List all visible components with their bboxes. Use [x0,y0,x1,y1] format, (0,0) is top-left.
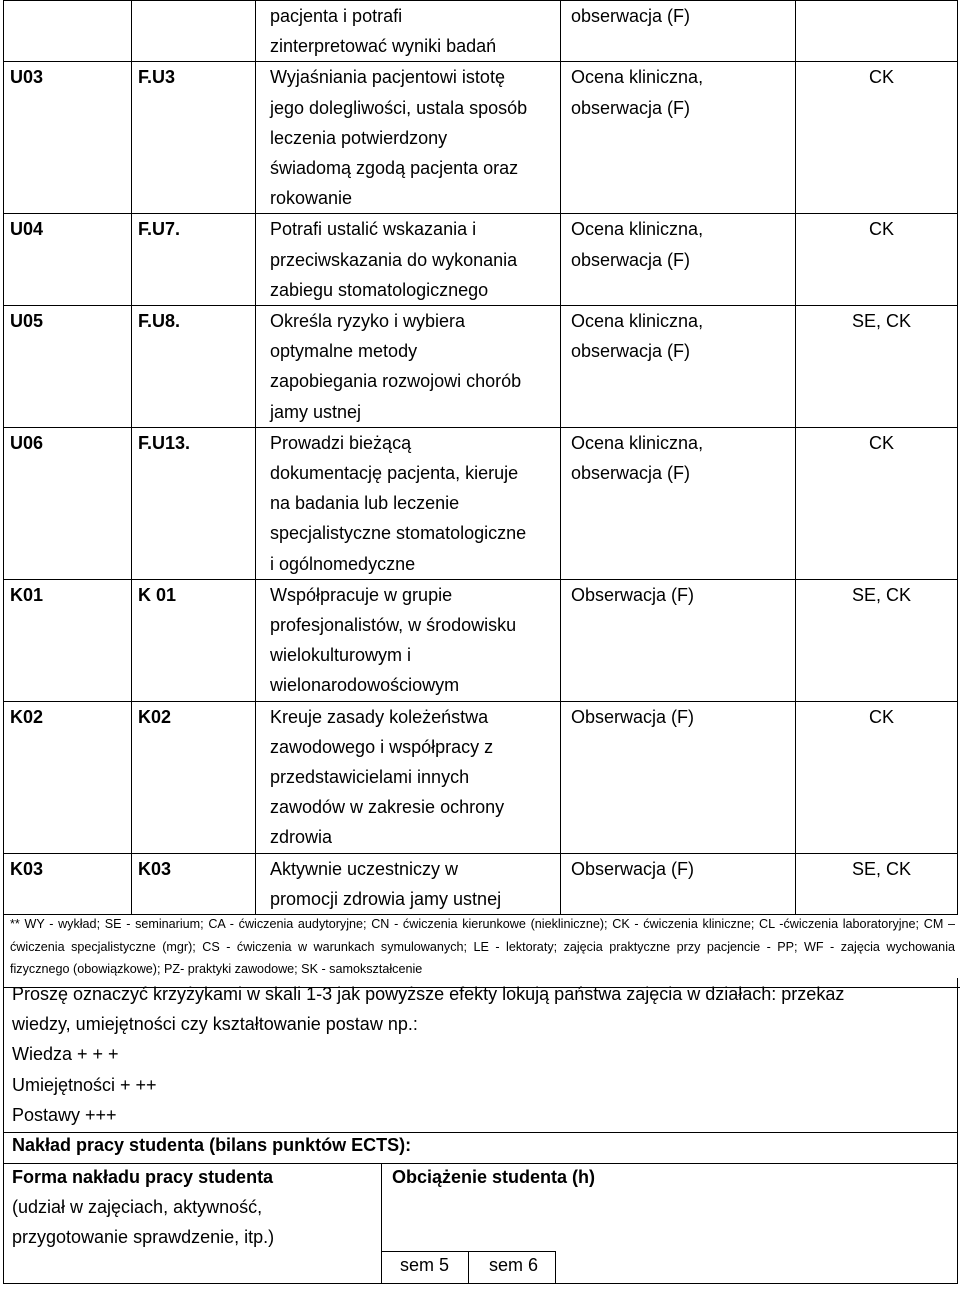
description-line: przedstawicielami innych [270,767,470,788]
description-line: Potrafi ustalić wskazania i [270,219,477,240]
description-line: specjalistyczne stomatologiczne [270,523,527,544]
description-line: zawodowego i współpracy z [270,736,494,757]
description-line: rokowanie [270,188,353,209]
description-line: zinterpretować wyniki badań [270,36,497,57]
divider [4,1163,957,1164]
description-line: zapobiegania rozwojowi chorób [270,371,522,392]
verification-method [561,853,796,914]
class-form: CK [796,214,958,306]
column-divider [381,1163,382,1284]
description-line: zabiegu stomatologicznego [270,279,489,300]
verification-method [561,579,796,701]
outcome-description [256,214,561,306]
outcome-code: U05 [4,306,132,428]
outcome-reference: K 01 [132,579,256,701]
outcome-reference: K02 [132,701,256,853]
method-line: Ocena kliniczna, [571,432,704,453]
description-line: promocji zdrowia jamy ustnej [270,888,502,909]
survey-question-line-1: Proszę oznaczyć krzyżykami w skali 1-3 jak powyższe efekty lokują państwa zajęcia w działach: przekaz [12,984,845,1004]
outcome-description [256,1,561,62]
survey-wiedza: Wiedza + + + [12,1044,119,1064]
learning-outcomes-table [3,0,958,915]
class-form: SE, CK [796,853,958,914]
survey-and-workload-box [3,978,958,1284]
table-row [4,306,958,428]
verification-method [561,701,796,853]
class-form [796,1,958,62]
divider [4,1132,957,1133]
method-line: Ocena kliniczna, [571,67,704,88]
description-line: optymalne metody [270,341,418,362]
method-line: obserwacja (F) [571,463,691,484]
table-row [4,853,958,914]
class-form: CK [796,427,958,579]
class-form: CK [796,701,958,853]
method-line: Ocena kliniczna, [571,311,704,332]
description-line: i ogólnomedyczne [270,553,416,574]
description-line: na badania lub leczenie [270,493,460,514]
table-row [4,214,958,306]
class-form: CK [796,62,958,214]
survey-umiejetnosci: Umiejętności + ++ [12,1075,157,1095]
outcome-reference: F.U8. [132,306,256,428]
outcome-code: K01 [4,579,132,701]
method-line: obserwacja (F) [571,6,691,26]
outcome-description [256,62,561,214]
table-row [4,62,958,214]
description-line: Współpracuje w grupie [270,584,453,605]
outcome-reference: F.U3 [132,62,256,214]
outcome-reference: F.U7. [132,214,256,306]
method-line: obserwacja (F) [571,97,691,118]
survey-question-line-2: wiedzy, umiejętności czy kształtowanie postaw np.: [12,1014,418,1034]
method-line: obserwacja (F) [571,341,691,362]
method-line: Obserwacja (F) [571,584,695,605]
verification-method [561,62,796,214]
description-line: profesjonalistów, w środowisku [270,615,517,636]
workload-form-sub-1: (udział w zajęciach, aktywność, [12,1197,263,1217]
description-line: Aktywnie uczestniczy w [270,858,459,879]
description-line: leczenia potwierdzony [270,127,448,148]
workload-form-header: Forma nakładu pracy studenta [12,1167,274,1187]
description-line: Określa ryzyko i wybiera [270,311,466,332]
outcome-code: U04 [4,214,132,306]
outcome-code: U03 [4,62,132,214]
method-line: Obserwacja (F) [571,858,695,879]
table-row [4,579,958,701]
sem6-header: sem 6 [489,1255,539,1275]
outcome-code: K03 [4,853,132,914]
outcome-description [256,579,561,701]
method-line: obserwacja (F) [571,249,691,270]
table-row [4,427,958,579]
method-line: Ocena kliniczna, [571,219,704,240]
sem5-header: sem 5 [400,1255,450,1275]
description-line: pacjenta i potrafi [270,6,403,26]
survey-postawy: Postawy +++ [12,1105,117,1125]
sem-column-divider [555,1251,556,1284]
outcome-code: K02 [4,701,132,853]
outcome-code: U06 [4,427,132,579]
description-line: przeciwskazania do wykonania [270,249,518,270]
class-form: SE, CK [796,306,958,428]
outcome-reference: F.U13. [132,427,256,579]
method-line: Obserwacja (F) [571,706,695,727]
description-line: Prowadzi bieżącą [270,432,412,453]
outcome-code [4,1,132,62]
verification-method [561,1,796,62]
outcome-reference: K03 [132,853,256,914]
outcome-description [256,701,561,853]
outcome-description [256,306,561,428]
table-row [4,701,958,853]
outcome-description [256,427,561,579]
description-line: jamy ustnej [270,401,362,422]
footnote-abbreviations: ** WY - wykład; SE - seminarium; CA - ćwiczenia audytoryjne; CN - ćwiczenia kierunkowe (niekliniczne); CK - ćwiczenia kliniczne; CL -ćwiczenia laboratoryjne; CM – ćwiczenia specjalistyczne (mgr); CS - ćwiczenia w warunkach symulowanych; LE - lektoraty; zajęcia praktyczne przy pacjencie - PP; WF - zajęcia wychowania fizycznego (obowiązkowe); PZ- praktyki zawodowe; SK - samokształcenie [3,911,960,988]
description-line: świadomą zgodą pacjenta oraz [270,158,519,179]
description-line: dokumentację pacjenta, kieruje [270,463,519,484]
verification-method [561,427,796,579]
description-line: Wyjaśniania pacjentowi istotę [270,67,505,88]
table-row [4,1,958,62]
workload-title: Nakład pracy studenta (bilans punktów ECTS): [12,1135,412,1155]
description-line: Kreuje zasady koleżeństwa [270,706,489,727]
class-form: SE, CK [796,579,958,701]
verification-method [561,214,796,306]
description-line: zdrowia [270,827,333,848]
outcome-reference [132,1,256,62]
verification-method [561,306,796,428]
sem-column-divider [468,1251,469,1284]
description-line: jego dolegliwości, ustala sposób [270,97,528,118]
outcome-description [256,853,561,914]
workload-load-header: Obciążenie studenta (h) [392,1167,596,1187]
description-line: zawodów w zakresie ochrony [270,797,505,818]
workload-form-sub-2: przygotowanie sprawdzenie, itp.) [12,1227,275,1247]
description-line: wielokulturowym i [270,645,412,666]
description-line: wielonarodowościowym [270,675,460,696]
